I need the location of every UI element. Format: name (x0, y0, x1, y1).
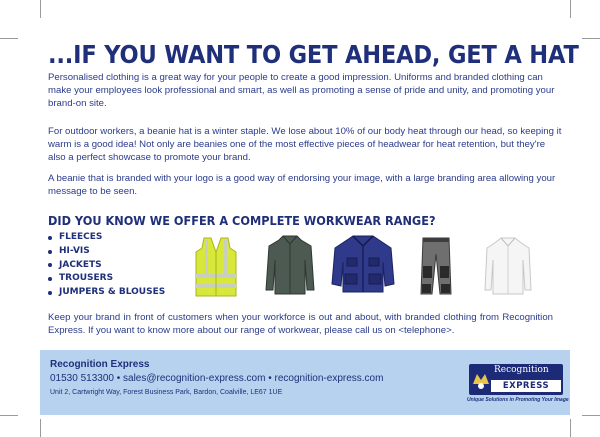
shirt-image (484, 236, 532, 296)
list-item: JUMPERS & BLOUSES (48, 286, 165, 300)
bullet-icon (48, 291, 52, 295)
logo-tagline: Unique Solutions in Promoting Your Image (467, 397, 569, 403)
bullet-icon (48, 250, 52, 254)
beanie-paragraph: For outdoor workers, a beanie hat is a winter staple. We lose about 10% of our body heat through our head, so keeping it warm is a good idea! Not only are beanies one of the most effective pieces of headwear for heat retention, but they're also a perfect showcase to promote your brand. (48, 126, 562, 163)
closing-paragraph: Keep your brand in front of customers when your workforce is out and about, with branded clothing from Recognition Express. If you want to know more about our range of workwear, please call us on <telephone>. (48, 312, 553, 336)
branding-paragraph: A beanie that is branded with your logo is a good way of endorsing your image, with a large branding area allowing your message to be seen. (48, 173, 556, 197)
company-logo (469, 364, 563, 395)
logo-bar (491, 380, 561, 392)
company-name: Recognition Express (50, 359, 150, 370)
crop-mark (40, 419, 41, 437)
trousers-image (420, 236, 452, 296)
crop-mark (582, 415, 600, 416)
list-item: HI-VIS (48, 245, 165, 259)
crop-mark (40, 0, 41, 18)
contact-line: 01530 513300 • sales@recognition-express.com • recognition-express.com (50, 373, 384, 384)
crop-mark (570, 419, 571, 437)
headline: ...IF YOU WANT TO GET AHEAD, GET A HAT (48, 40, 579, 69)
bullet-icon (48, 277, 52, 281)
bullet-icon (48, 263, 52, 267)
crop-mark (582, 38, 600, 39)
list-item: JACKETS (48, 259, 165, 273)
workwear-heading: DID YOU KNOW WE OFFER A COMPLETE WORKWEAR RANGE? (48, 214, 436, 228)
crop-mark (0, 38, 18, 39)
crop-mark (0, 415, 18, 416)
intro-paragraph: Personalised clothing is a great way for your people to create a good impression. Uniforms and branded clothing can make your employees look professional and smart, as well as promoting a sense of pride and unity, and promoting your brand-on site. (48, 72, 555, 109)
workwear-list (48, 231, 165, 300)
bullet-icon (48, 236, 52, 240)
footer (40, 350, 570, 415)
logo-wordmark-top: Recognition (494, 365, 549, 375)
list-item: FLEECES (48, 231, 165, 245)
crown-emblem-icon (472, 370, 490, 390)
address: Unit 2, Cartwright Way, Forest Business Park, Bardon, Coalville, LE67 1UE (50, 389, 283, 396)
hi-vis-vest-image (194, 236, 238, 298)
logo-wordmark-bottom: EXPRESS (502, 381, 550, 391)
jacket-image (331, 234, 395, 294)
crop-mark (570, 0, 571, 18)
list-item: TROUSERS (48, 272, 165, 286)
fleece-image (265, 234, 315, 296)
